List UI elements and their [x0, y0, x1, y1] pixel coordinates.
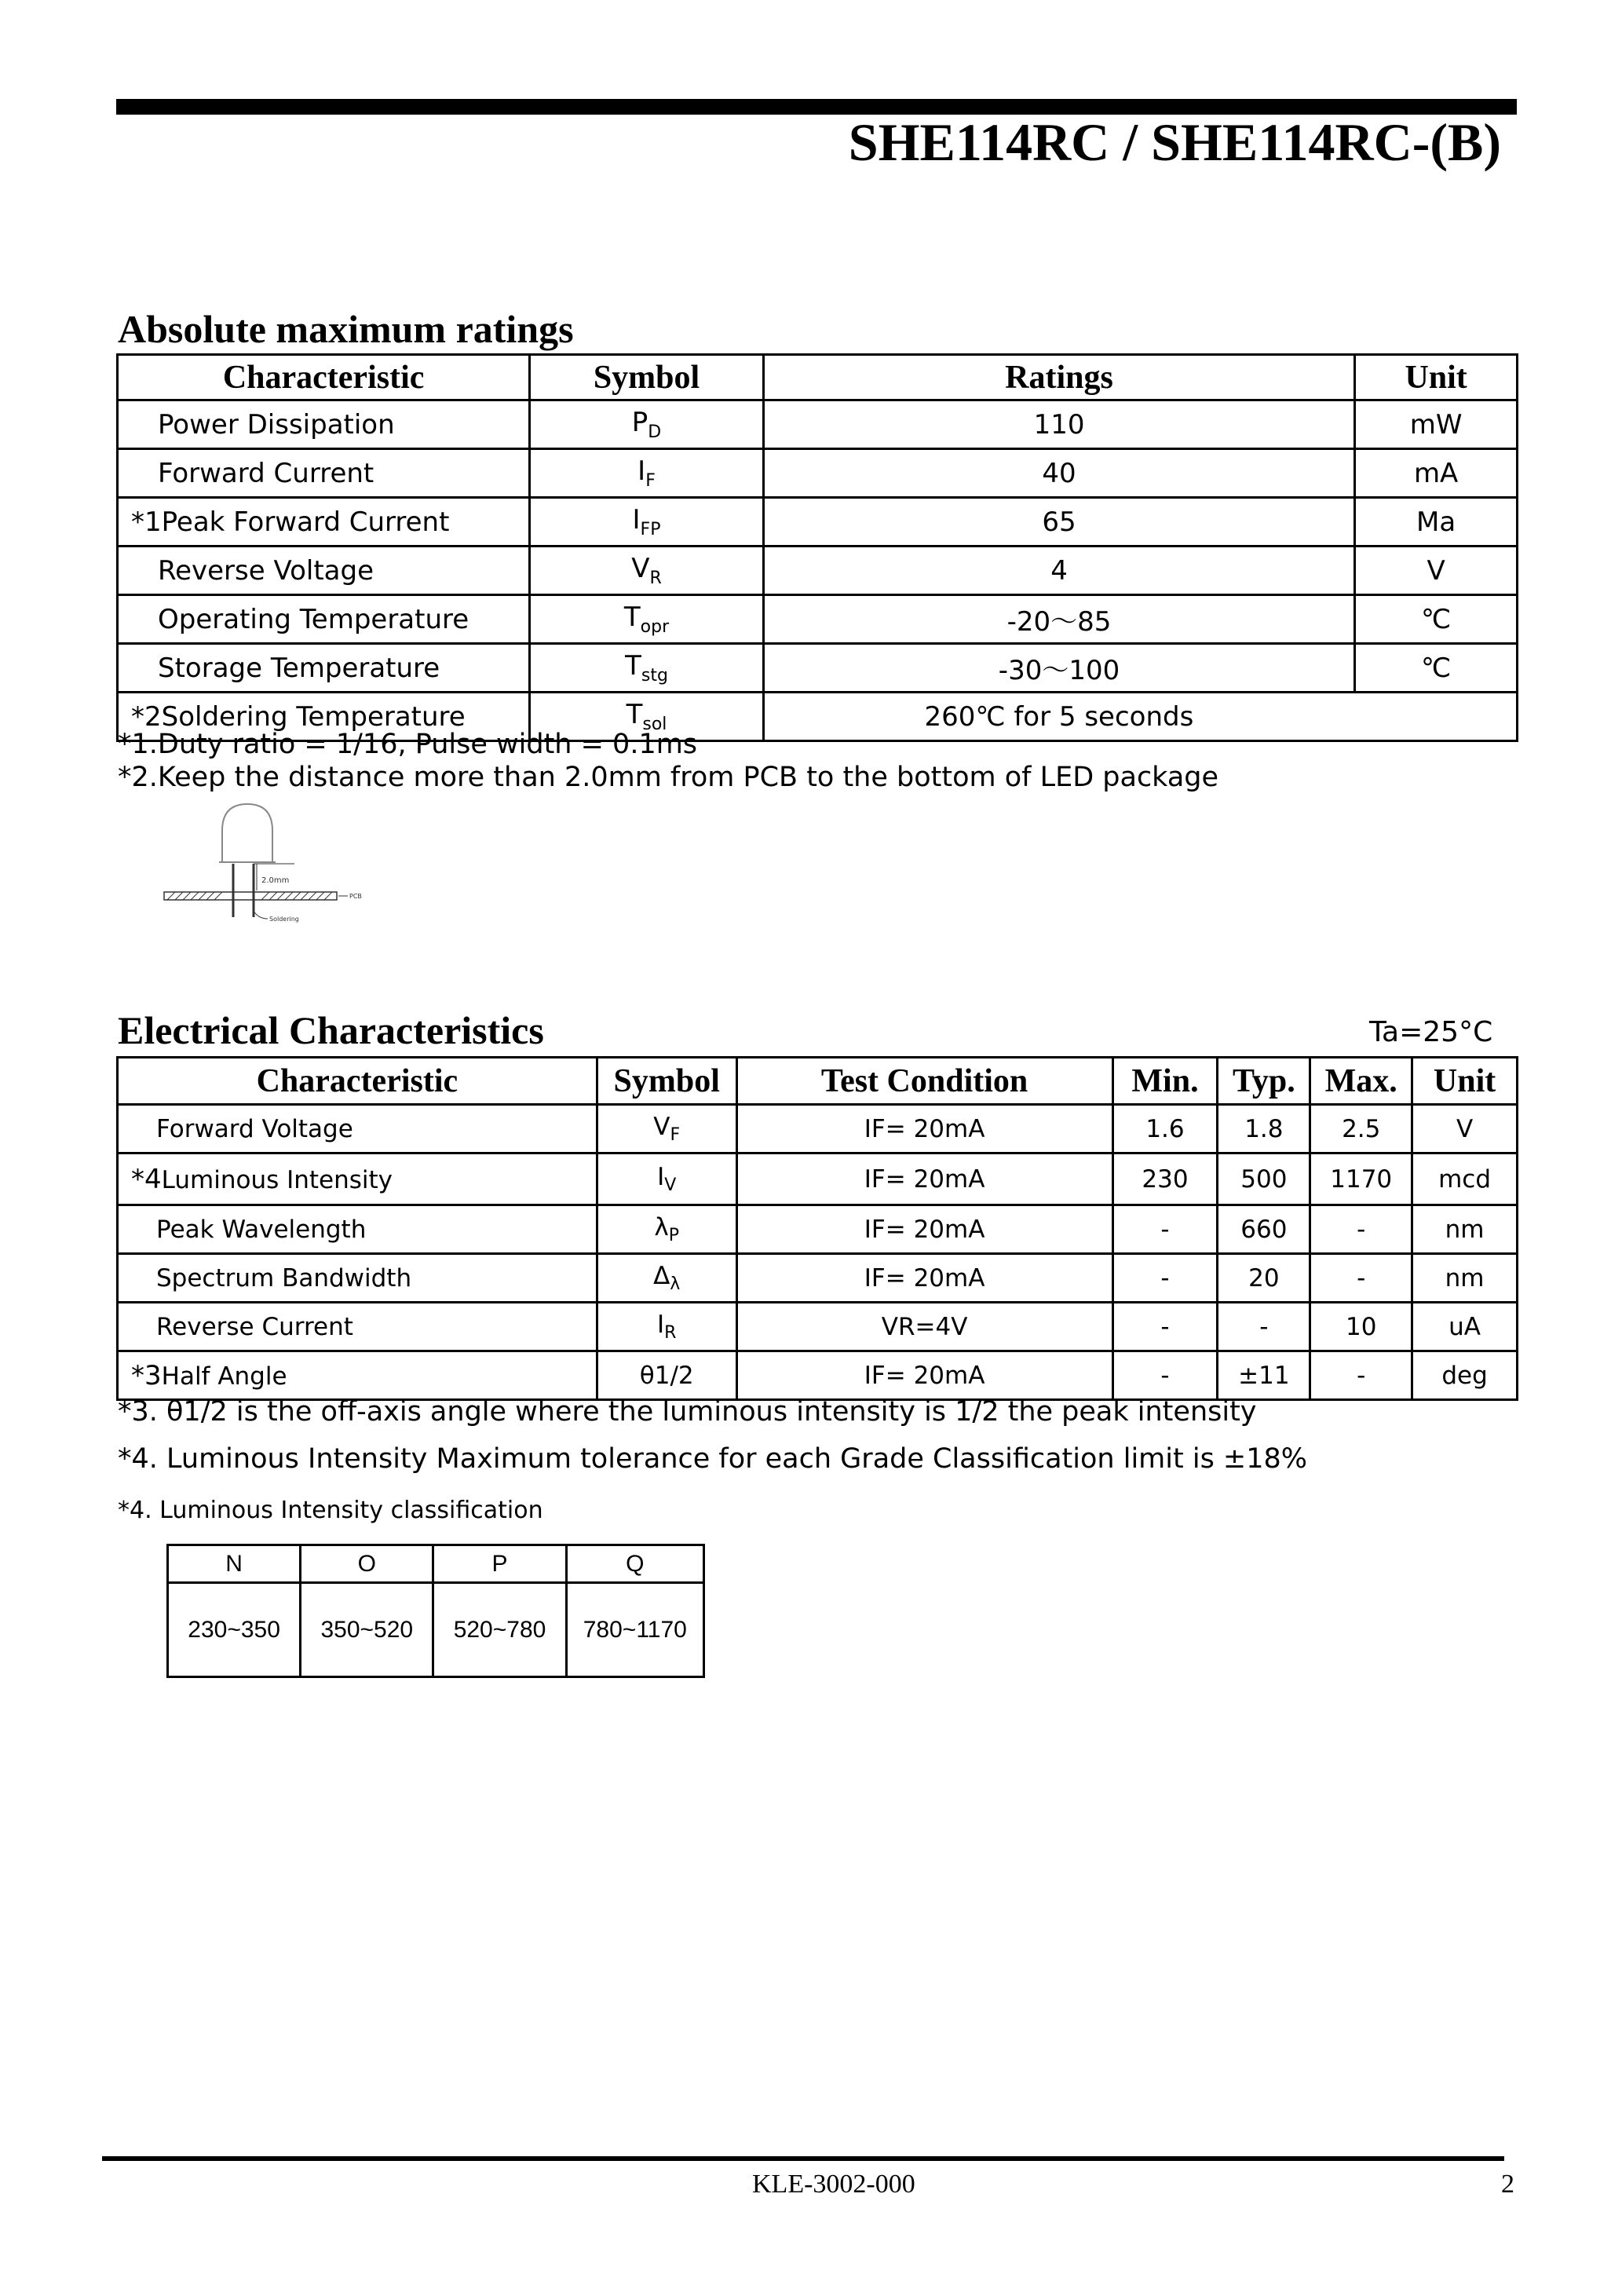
characteristic-cell [118, 1153, 597, 1205]
symbol-cell [597, 1205, 736, 1254]
column-header: Typ. [1218, 1058, 1310, 1105]
symbol-subscript: D [648, 422, 662, 442]
unit-cell: ℃ [1355, 644, 1518, 693]
symbol-text: T [625, 650, 641, 682]
symbol-text: Δ [653, 1261, 670, 1290]
note: *4. Luminous Intensity Maximum tolerance for each Grade Classification limit is ±18% [118, 1443, 1308, 1475]
unit-cell: mA [1355, 449, 1518, 498]
characteristic-cell [118, 1205, 597, 1254]
footnote-mark: *2 [131, 700, 162, 733]
table-row [118, 1205, 1518, 1254]
table-row [118, 1303, 1518, 1351]
unit-cell: Ma [1355, 498, 1518, 547]
range-cell: 520~780 [433, 1583, 566, 1677]
symbol-text: I [637, 455, 646, 488]
rating-cell: 260℃ for 5 seconds [763, 693, 1517, 741]
characteristic-name: Power Dissipation [158, 408, 395, 441]
column-header: Ratings [763, 355, 1355, 400]
document-title: SHE114RC / SHE114RC-(B) [848, 112, 1501, 172]
footnote-mark: *3 [131, 1359, 162, 1391]
symbol-cell [530, 400, 764, 449]
unit-cell: V [1412, 1105, 1518, 1153]
rating-cell: 110 [763, 400, 1355, 449]
characteristic-cell [118, 498, 530, 547]
unit-cell: deg [1412, 1351, 1518, 1400]
symbol-subscript: F [670, 1125, 681, 1146]
min-cell: 1.6 [1112, 1105, 1218, 1153]
led-mounting-figure [161, 801, 369, 927]
characteristic-cell [118, 547, 530, 595]
unit-cell: V [1355, 547, 1518, 595]
note: *1.Duty ratio = 1/16, Pulse width = 0.1ms [118, 729, 698, 760]
ambient-condition: Ta=25°C [1369, 1016, 1493, 1048]
symbol-text: I [632, 504, 641, 536]
symbol-subscript: sol [642, 714, 667, 734]
column-header: Characteristic [118, 355, 530, 400]
rating-cell: 40 [763, 449, 1355, 498]
test-condition-cell: IF= 20mA [736, 1205, 1112, 1254]
max-cell: 1170 [1310, 1153, 1412, 1205]
symbol-subscript: P [668, 1226, 680, 1246]
test-condition-cell: VR=4V [736, 1303, 1112, 1351]
typ-cell: - [1218, 1303, 1310, 1351]
symbol-cell [597, 1351, 736, 1400]
test-condition-cell: IF= 20mA [736, 1254, 1112, 1303]
typ-cell: 1.8 [1218, 1105, 1310, 1153]
symbol-subscript: λ [670, 1274, 681, 1295]
table-row [118, 1254, 1518, 1303]
electrical-table [116, 1056, 1518, 1401]
column-header: Min. [1112, 1058, 1218, 1105]
unit-cell: nm [1412, 1254, 1518, 1303]
unit-cell: uA [1412, 1303, 1518, 1351]
range-row [168, 1583, 704, 1677]
max-cell: - [1310, 1205, 1412, 1254]
characteristic-name: Peak Forward Current [161, 506, 450, 538]
table-row [118, 644, 1518, 693]
symbol-subscript: FP [640, 519, 661, 539]
symbol-cell [530, 498, 764, 547]
typ-cell: 500 [1218, 1153, 1310, 1205]
column-header: Symbol [530, 355, 764, 400]
grade-cell: N [168, 1545, 301, 1583]
symbol-cell [597, 1153, 736, 1205]
table-row [118, 595, 1518, 644]
electrical-header-row [118, 1058, 1518, 1105]
symbol-text: T [623, 601, 641, 634]
range-cell: 350~520 [301, 1583, 433, 1677]
symbol-subscript: opr [640, 616, 670, 637]
symbol-subscript: R [664, 1323, 677, 1344]
abs-max-title: Absolute maximum ratings [118, 307, 574, 351]
symbol-cell [530, 449, 764, 498]
symbol-text: θ1/2 [639, 1361, 694, 1390]
footnote-mark: *1 [131, 506, 162, 538]
characteristic-cell [118, 1351, 597, 1400]
characteristic-name: Soldering Temperature [161, 700, 466, 733]
column-header: Unit [1355, 355, 1518, 400]
unit-cell: nm [1412, 1205, 1518, 1254]
characteristic-cell [118, 449, 530, 498]
unit-cell: mW [1355, 400, 1518, 449]
grade-cell: P [433, 1545, 566, 1583]
symbol-text: P [631, 407, 648, 439]
min-cell: - [1112, 1351, 1218, 1400]
dimension-label: 2.0mm [261, 876, 290, 885]
min-cell: 230 [1112, 1153, 1218, 1205]
min-cell: - [1112, 1254, 1218, 1303]
characteristic-name: Forward Voltage [156, 1114, 353, 1143]
characteristic-name: Luminous Intensity [161, 1165, 393, 1194]
column-header: Characteristic [118, 1058, 597, 1105]
characteristic-name: Operating Temperature [158, 603, 469, 635]
symbol-cell [530, 644, 764, 693]
symbol-text: I [657, 1162, 665, 1191]
grade-row [168, 1545, 704, 1583]
abs-max-header-row [118, 355, 1518, 400]
electrical-title: Electrical Characteristics [118, 1008, 544, 1052]
symbol-text: V [631, 553, 650, 585]
characteristic-cell [118, 595, 530, 644]
symbol-cell [597, 1303, 736, 1351]
column-header: Test Condition [736, 1058, 1112, 1105]
typ-cell: 660 [1218, 1205, 1310, 1254]
page-number: 2 [1501, 2170, 1514, 2199]
typ-cell: 20 [1218, 1254, 1310, 1303]
grade-cell: O [301, 1545, 433, 1583]
symbol-cell [530, 595, 764, 644]
document-number: KLE-3002-000 [752, 2170, 915, 2199]
characteristic-name: Reverse Current [156, 1312, 353, 1341]
table-row [118, 547, 1518, 595]
typ-cell: ±11 [1218, 1351, 1310, 1400]
characteristic-name: Peak Wavelength [156, 1215, 367, 1244]
rating-cell: 4 [763, 547, 1355, 595]
characteristic-name: Spectrum Bandwidth [156, 1263, 412, 1292]
test-condition-cell: IF= 20mA [736, 1153, 1112, 1205]
symbol-subscript: F [645, 470, 656, 491]
symbol-cell [597, 1254, 736, 1303]
table-row [118, 400, 1518, 449]
column-header: Max. [1310, 1058, 1412, 1105]
characteristic-name: Half Angle [161, 1362, 287, 1391]
characteristic-cell [118, 1254, 597, 1303]
symbol-subscript: R [649, 568, 662, 588]
table-row [118, 1153, 1518, 1205]
rating-cell: -20～85 [763, 595, 1355, 644]
column-header: Unit [1412, 1058, 1518, 1105]
max-cell: 10 [1310, 1303, 1412, 1351]
table-row [118, 498, 1518, 547]
unit-cell: ℃ [1355, 595, 1518, 644]
max-cell: - [1310, 1351, 1412, 1400]
symbol-subscript: V [664, 1175, 677, 1196]
max-cell: - [1310, 1254, 1412, 1303]
footer-rule [102, 2156, 1504, 2161]
pcb-label: PCB [349, 893, 362, 900]
min-cell: - [1112, 1303, 1218, 1351]
unit-cell: mcd [1412, 1153, 1518, 1205]
symbol-text: V [653, 1112, 670, 1141]
characteristic-name: Forward Current [158, 457, 374, 489]
rating-cell: -30～100 [763, 644, 1355, 693]
symbol-cell [597, 1105, 736, 1153]
characteristic-cell [118, 1303, 597, 1351]
column-header: Symbol [597, 1058, 736, 1105]
symbol-text: λ [654, 1212, 669, 1241]
symbol-text: I [656, 1310, 665, 1339]
footnote-mark: *4 [131, 1163, 162, 1195]
table-row [118, 449, 1518, 498]
min-cell: - [1112, 1205, 1218, 1254]
symbol-text: T [626, 699, 643, 731]
abs-max-table [116, 353, 1518, 742]
rating-cell: 65 [763, 498, 1355, 547]
range-cell: 230~350 [168, 1583, 301, 1677]
symbol-subscript: stg [641, 665, 668, 686]
note: *4. Luminous Intensity classification [118, 1497, 543, 1524]
range-cell: 780~1170 [566, 1583, 703, 1677]
note: *3. θ1/2 is the off-axis angle where the luminous intensity is 1/2 the peak intensity [118, 1396, 1257, 1428]
characteristic-name: Reverse Voltage [158, 554, 374, 587]
symbol-cell [530, 547, 764, 595]
table-row [118, 1351, 1518, 1400]
max-cell: 2.5 [1310, 1105, 1412, 1153]
soldering-label: Soldering [269, 916, 299, 923]
classification-table [166, 1544, 705, 1678]
characteristic-name: Storage Temperature [158, 652, 440, 684]
note: *2.Keep the distance more than 2.0mm from PCB to the bottom of LED package [118, 762, 1219, 793]
test-condition-cell: IF= 20mA [736, 1105, 1112, 1153]
test-condition-cell: IF= 20mA [736, 1351, 1112, 1400]
grade-cell: Q [566, 1545, 703, 1583]
characteristic-cell [118, 1105, 597, 1153]
characteristic-cell [118, 644, 530, 693]
characteristic-cell [118, 400, 530, 449]
table-row [118, 1105, 1518, 1153]
